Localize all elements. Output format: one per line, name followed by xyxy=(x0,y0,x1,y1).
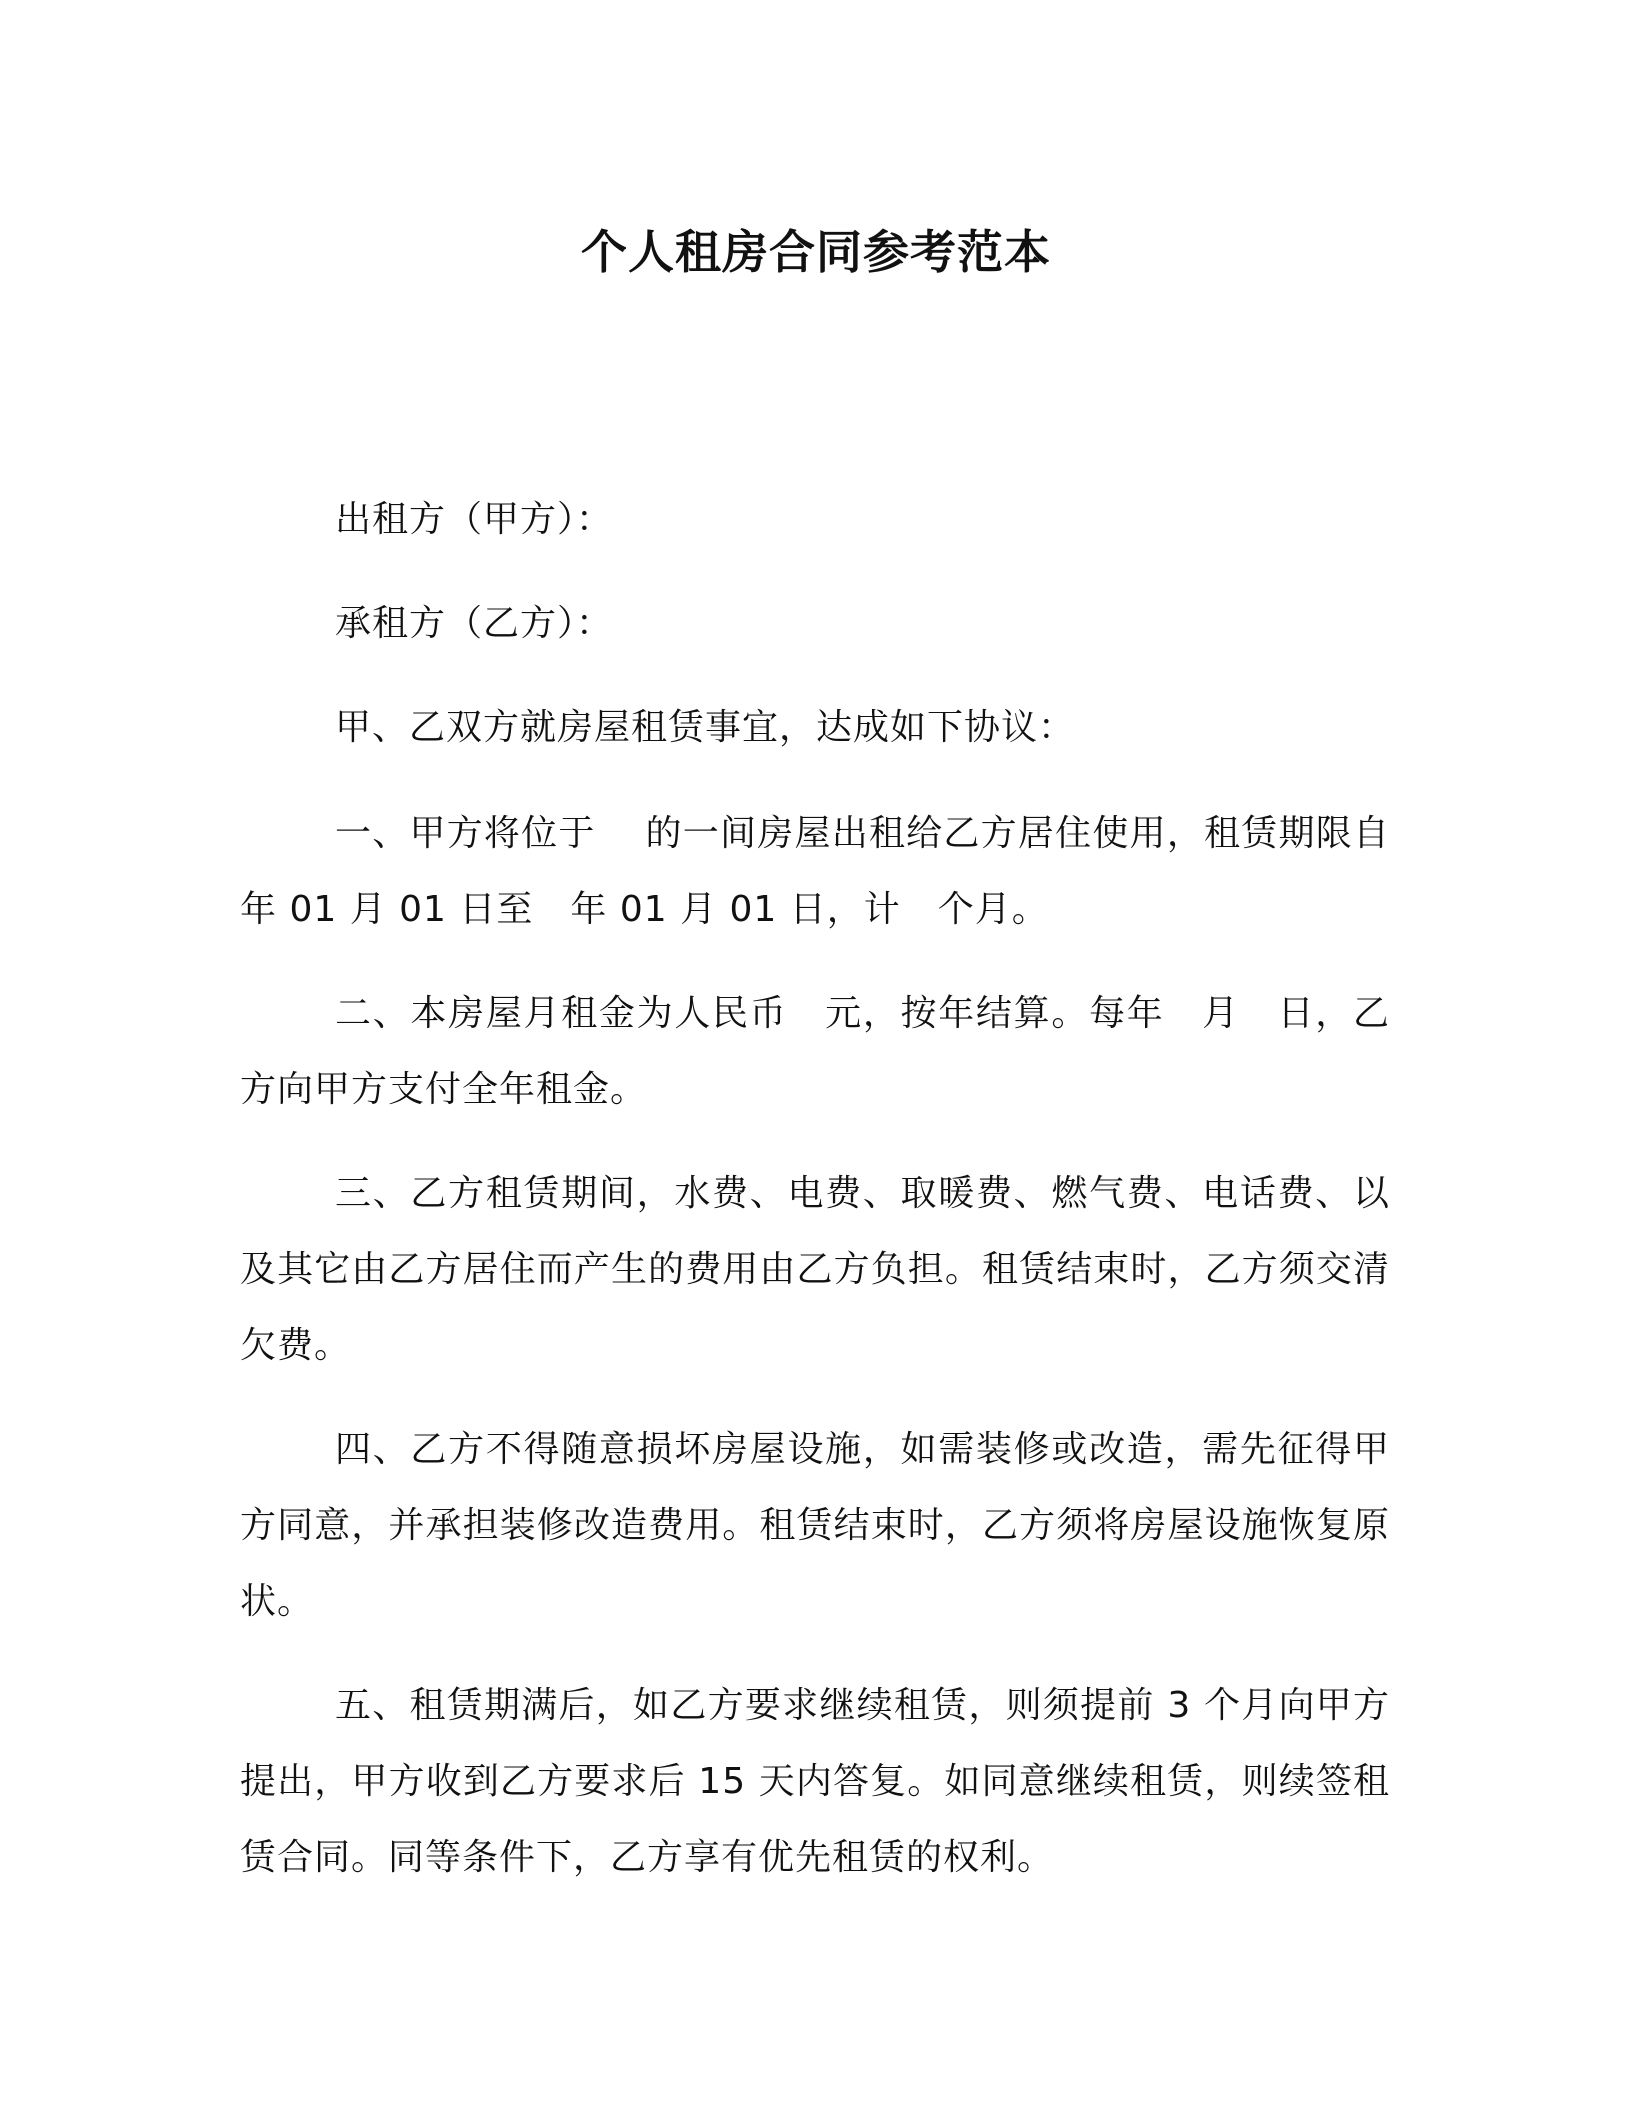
clause-1: 一、甲方将位于 的一间房屋出租给乙方居住使用，租赁期限自 年 01 月 01 日至 年 01 月 01 日，计 个月。 xyxy=(240,813,1428,930)
intro-line: 甲、乙双方就房屋租赁事宜，达成如下协议： xyxy=(335,707,1076,748)
clause-5: 五、租赁期满后，如乙方要求继续租赁，则须提前 3 个月向甲方提出，甲方收到乙方要求后 15 天内答复。如同意继续租赁，则续签租赁合同。同等条件下，乙方享有优先租赁的权利。 xyxy=(240,1685,1390,1878)
clause-2: 二、本房屋月租金为人民币 元，按年结算。每年 月 日，乙方向甲方支付全年租金。 xyxy=(240,993,1390,1110)
clause-4: 四、乙方不得随意损坏房屋设施，如需装修或改造，需先征得甲方同意，并承担装修改造费用。租赁结束时，乙方须将房屋设施恢复原状。 xyxy=(240,1429,1390,1622)
clause-3: 三、乙方租赁期间，水费、电费、取暖费、燃气费、电话费、以及其它由乙方居住而产生的费用由乙方负担。租赁结束时，乙方须交清欠费。 xyxy=(240,1173,1390,1366)
party-a-line: 出租方（甲方）： xyxy=(335,499,614,540)
document-title: 个人租房合同参考范本 xyxy=(581,225,1051,279)
party-b-line: 承租方（乙方）： xyxy=(335,603,614,644)
